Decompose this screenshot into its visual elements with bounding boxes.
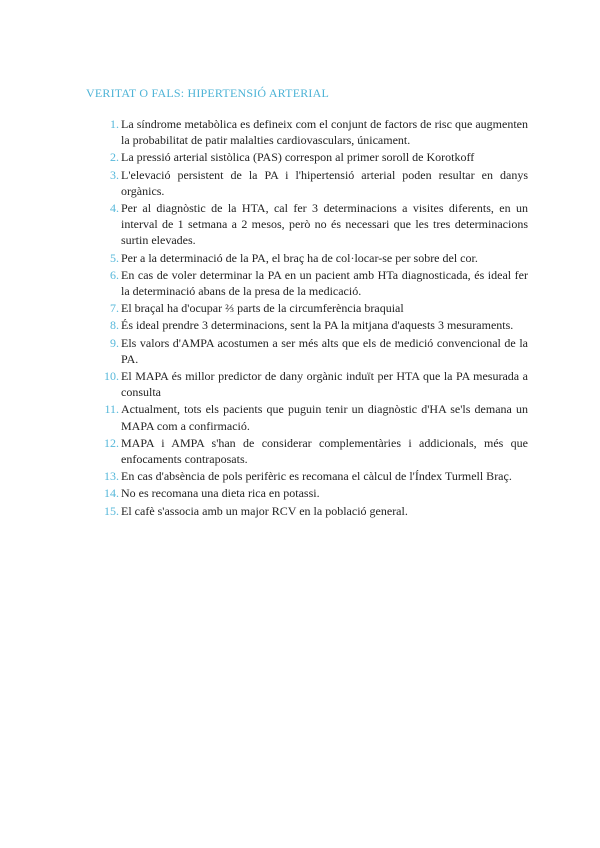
list-item-text: És ideal prendre 3 determinacions, sent la PA la mitjana d'aquests 3 mesuraments. xyxy=(121,318,514,333)
list-item xyxy=(100,250,528,266)
list-item-text: El MAPA és millor predictor de dany orgànic induït per HTA que la PA mesurada a consulta xyxy=(121,369,528,400)
list-item-text: L'elevació persistent de la PA i l'hipertensió arterial poden resultar en danys orgànics. xyxy=(121,167,528,198)
list-item-number: 1. xyxy=(110,117,119,131)
list-item-text: Per a la determinació de la PA, el braç ha de col·locar-se per sobre del cor. xyxy=(121,250,478,265)
list-item xyxy=(100,503,528,519)
list-item xyxy=(100,368,528,400)
list-item-text: La síndrome metabòlica es defineix com el conjunt de factors de risc que augmenten la probabilitat de patir malalties cardiovasculars, únicament. xyxy=(121,117,528,148)
list-item xyxy=(100,300,528,316)
list-item-number: 3. xyxy=(110,167,119,182)
list-item xyxy=(100,468,528,484)
list-item-text: MAPA i AMPA s'han de considerar complementàries i addicionals, més que enfocaments contraposats. xyxy=(121,435,528,467)
list-item xyxy=(100,116,528,148)
list-item-text: No es recomana una dieta rica en potassi. xyxy=(121,486,320,501)
list-item-number: 4. xyxy=(110,201,119,216)
list-item xyxy=(100,485,528,501)
list-item-text: En cas de voler determinar la PA en un pacient amb HTa diagnosticada, és ideal fer la determinació abans de la presa de la medicació. xyxy=(121,267,528,299)
list-item-number: 14. xyxy=(104,486,119,501)
list-item xyxy=(100,317,528,333)
list-item-number: 7. xyxy=(110,301,119,316)
list-item-number: 9. xyxy=(110,335,119,350)
list-item-number: 6. xyxy=(110,267,119,282)
list-item-number: 8. xyxy=(110,318,119,333)
list-item xyxy=(100,267,528,299)
list-item-text: La pressió arterial sistòlica (PAS) correspon al primer soroll de Korotkoff xyxy=(121,150,475,165)
list-item-text: Els valors d'AMPA acostumen a ser més alts que els de medició convencional de la PA. xyxy=(121,335,528,366)
question-list xyxy=(100,116,528,520)
list-item-number: 12. xyxy=(104,435,119,450)
list-item-text: En cas d'absència de pols perifèric es recomana el càlcul de l'Índex Turmell Braç. xyxy=(121,469,512,484)
list-item-number: 15. xyxy=(104,503,119,518)
list-item xyxy=(100,200,528,249)
list-item-text: El braçal ha d'ocupar ⅔ parts de la circumferència braquial xyxy=(121,301,404,316)
list-item-number: 5. xyxy=(110,250,119,265)
list-item xyxy=(100,401,528,433)
list-item-text: Per al diagnòstic de la HTA, cal fer 3 determinacions a visites diferents, en un interval de 1 setmana a 2 mesos, però no és necessari que les tres determinacions surtin elevades. xyxy=(121,201,528,248)
list-item-text: Actualment, tots els pacients que puguin tenir un diagnòstic d'HA se'ls demana un MAPA com a confirmació. xyxy=(121,402,528,433)
list-item-text: El cafè s'associa amb un major RCV en la població general. xyxy=(121,503,408,518)
list-item-number: 2. xyxy=(110,150,119,165)
list-item-number: 13. xyxy=(104,469,119,484)
list-item-number: 11. xyxy=(104,402,119,417)
list-item xyxy=(100,149,528,165)
page-title: VERITAT O FALS: HIPERTENSIÓ ARTERIAL xyxy=(86,86,330,100)
list-item-number: 10. xyxy=(104,369,119,384)
list-item xyxy=(100,335,528,367)
list-item xyxy=(100,435,528,467)
list-item xyxy=(100,167,528,199)
